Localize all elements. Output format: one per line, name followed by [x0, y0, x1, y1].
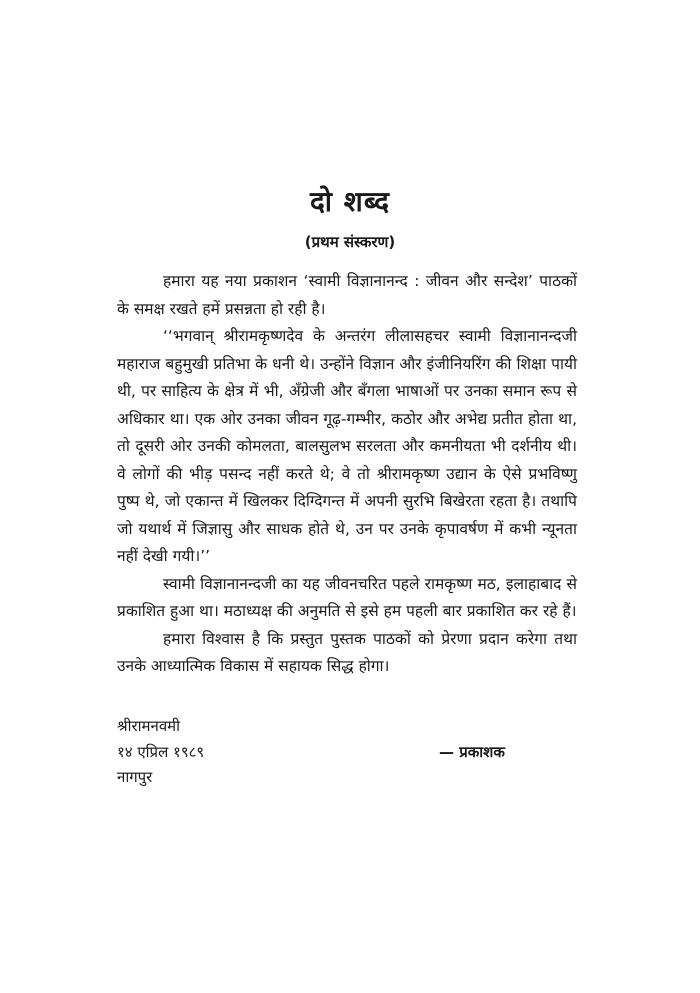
page-title: दो शब्द: [309, 185, 391, 218]
publisher-signature: — प्रकाशक: [439, 743, 505, 761]
paragraph-closing: हमारा विश्वास है कि प्रस्तुत पुस्तक पाठकों को प्रेरणा प्रदान करेगा तथा उनके आध्यात्मिक विकास में सहायक सिद्ध होगा।: [117, 629, 577, 675]
paragraph-history: स्वामी विज्ञानानन्दजी का यह जीवनचरित पहले रामकृष्ण मठ, इलाहाबाद से प्रकाशित हुआ था। मठाध्यक्ष की अनुमति से इसे हम पहली बार प्रकाशित कर रहे हैं।: [117, 574, 577, 620]
edition-subtitle: (प्रथम संस्करण): [304, 233, 396, 251]
place-line: नागपुर: [117, 768, 153, 786]
preface-body: [117, 268, 577, 681]
date-line: १४ एप्रिल १९८९: [117, 743, 205, 761]
paragraph-intro: हमारा यह नया प्रकाशन ‘स्वामी विज्ञानानन्द : जीवन और सन्देश’ पाठकों के समक्ष रखते हमें प्रसन्नता हो रही है।: [117, 272, 577, 318]
occasion-line: श्रीरामनवमी: [117, 717, 181, 735]
paragraph-quote: ‘‘भगवान् श्रीरामकृष्णदेव के अन्तरंग लीलासहचर स्वामी विज्ञानानन्दजी महाराज बहुमुखी प्रतिभा के धनी थे। उन्होंने विज्ञान और इंजीनियरिंग की शिक्षा पायी थी, पर साहित्य के क्षेत्र में भी, अँग्रेजी और बँगला भाषाओं पर उनका समान रूप से अधिकार था। एक ओर उनका जीवन गूढ़-गम्भीर, कठोर और अभेद्य प्रतीत होता था, तो दूसरी ओर उनकी कोमलता, बालसुलभ सरलता और कमनीयता भी दर्शनीय थी। वे लोगों की भीड़ पसन्द नहीं करते थे; वे तो श्रीरामकृष्ण उद्यान के ऐसे प्रभविष्णु पुष्प थे, जो एकान्त में खिलकर दिग्दिगन्त में अपनी सुरभि बिखेरता रहता है। तथापि जो यथार्थ में जिज्ञासु और साधक होते थे, उन पर उनके कृपावर्षण में कभी न्यूनता नहीं देखी गयी।’’: [117, 327, 577, 565]
